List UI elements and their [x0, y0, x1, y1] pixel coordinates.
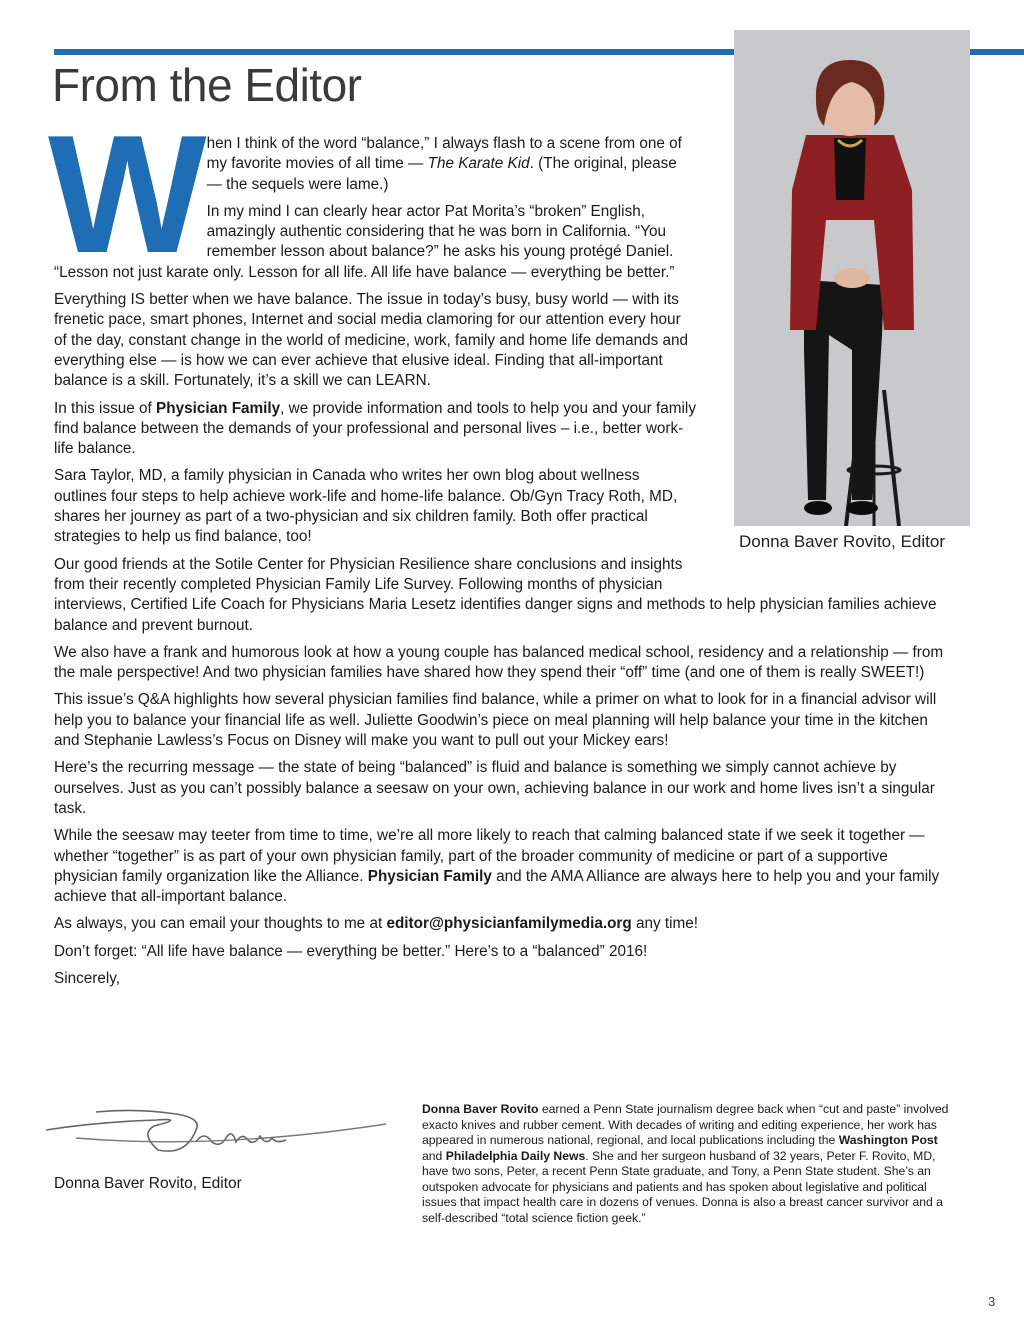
signature-caption: Donna Baver Rovito, Editor	[54, 1175, 242, 1192]
paragraph: Don’t forget: “All life have balance — everything be better.” Here’s to a “balanced” 2016!	[54, 942, 648, 960]
paragraph: As always, you can email your thoughts to me at editor@physicianfamilymedia.org any time!	[54, 915, 699, 933]
editor-letter	[48, 100, 954, 996]
paragraph: While the seesaw may teeter from time to time, we’re all more likely to reach that calming balanced state if we seek it together — whether “together” is as part of your own physician family, part of the broader community of medicine or part of a supportive physician family organization like the Alliance. Physician Family and the AMA Alliance are always here to help you and your family achieve that all-important balance.	[54, 827, 940, 906]
paragraph: Sara Taylor, MD, a family physician in Canada who writes her own blog about wellness outlines four steps to help achieve work-life and home-life balance. Ob/Gyn Tracy Roth, MD, shares her journey as part of a two-physician and six children family. Both offer practical strategies to help us find balance, too!	[54, 467, 678, 546]
signature-image	[36, 1090, 396, 1165]
header-rule	[54, 49, 734, 55]
header-rule-right	[970, 49, 1024, 55]
paragraph: In my mind I can clearly hear actor Pat Morita’s “broken” English, amazingly authentic considering that he was born in California. “You remember lesson about balance?” he asks his young protégé Daniel. “Lesson not just karate only. Lesson for all life. All life have balance — everything be better.”	[54, 202, 675, 281]
photo-caption: Donna Baver Rovito, Editor	[739, 532, 945, 551]
paragraph: Everything IS better when we have balance. The issue in today’s busy, busy world — with its frenetic pace, smart phones, Internet and social media clamoring for our attention every hour of the day, constant change in the world of medicine, work, family and home life demands and everything else — is how we can ever achieve that elusive ideal. Finding that all-important balance is a skill. Fortunately, it’s a skill we can LEARN.	[54, 291, 689, 390]
page-number: 3	[988, 1294, 996, 1309]
paragraph: Our good friends at the Sotile Center for Physician Resilience share conclusions and insights from their recently completed Physician Family Life Survey. Following months of physician interviews, Certified Life Coach for Physicians Maria Lesetz identifies danger signs and methods to help physician families achieve balance and prevent burnout.	[54, 555, 937, 634]
closing: Sincerely,	[54, 969, 121, 987]
bio-name: Donna Baver Rovito	[422, 1102, 539, 1116]
paragraph: Here’s the recurring message — the state of being “balanced” is fluid and balance is something we simply cannot achieve by ourselves. Just as you can’t possibly balance a seesaw on your own, achieving balance in our work and home lives isn’t a singular task.	[54, 759, 935, 817]
email-link[interactable]: editor@physicianfamilymedia.org	[386, 915, 632, 933]
paragraph: We also have a frank and humorous look at how a young couple has balanced medical school, residency and a relationship — from the male perspective! And two physician families have shared how they spend their “off” time (and one of them is really SWEET!)	[54, 643, 944, 682]
paragraph: hen I think of the word “balance,” I always flash to a scene from one of my favorite movies of all time — The Karate Kid. (The original, please — the sequels were lame.)	[206, 135, 682, 193]
paragraph: In this issue of Physician Family, we provide information and tools to help you and your family find balance between the demands of your professional and personal lives – i.e., better work-life balance.	[54, 399, 696, 458]
drop-cap: W	[48, 100, 199, 288]
author-bio: Donna Baver Rovito earned a Penn State journalism degree back when “cut and paste” involved exacto knives and rubber cement. With decades of writing and editing experience, her work has appeared in numerous national, regional, and local publications including the Washington Post and Philadelphia Daily News. She and her surgeon husband of 32 years, Peter F. Rovito, MD, have two sons, Peter, a recent Penn State graduate, and Tony, a Penn State student. She’s an outspoken advocate for physicians and patients and has spoken about legislative and political issues that impact health care in dozens of venues. Donna is also a breast cancer survivor and a self-described “total science fiction geek.”	[422, 1102, 949, 1225]
paragraph: This issue’s Q&A highlights how several physician families find balance, while a primer on what to look for in a financial advisor will help you to balance your financial life as well. Juliette Goodwin’s piece on meal planning will help balance your time in the kitchen and Stephanie Lawless’s Focus on Disney will make you want to pull out your Mickey ears!	[54, 691, 937, 750]
photo-spacer	[696, 134, 954, 590]
page-title: From the Editor	[52, 59, 362, 111]
